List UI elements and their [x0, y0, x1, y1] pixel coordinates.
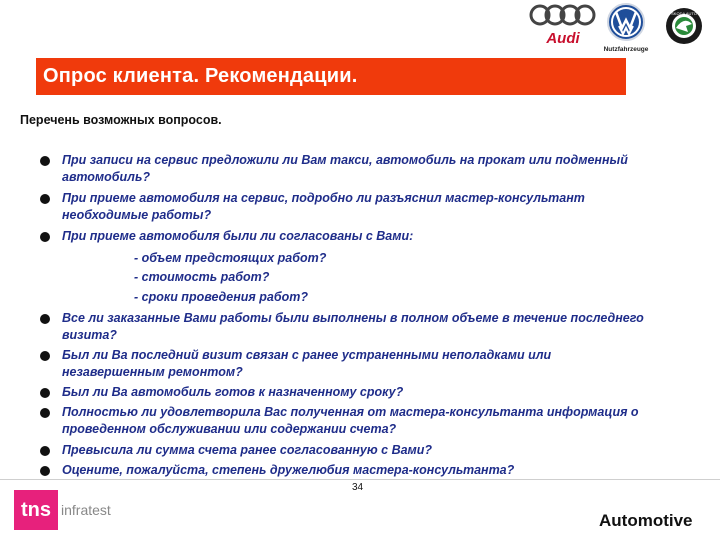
list-item: Все ли заказанные Вами работы были выполнены в полном объеме в течение последнего визита?: [62, 311, 644, 342]
tns-infratest-logo: [14, 490, 114, 530]
bullet-icon: [40, 194, 50, 204]
title-bar: [36, 58, 626, 95]
bullet-icon: [40, 351, 50, 361]
page-title: Опрос клиента. Рекомендации.: [43, 65, 358, 87]
list-item: При приеме автомобиля были ли согласованы с Вами:: [62, 229, 414, 243]
list-item: Полностью ли удовлетворила Вас полученная от мастера-консультанта информация о проведенном обслуживании или содержании счета?: [62, 405, 639, 436]
tns-subtitle: infratest: [61, 502, 111, 518]
skoda-caption: SKODA AUTO: [671, 11, 697, 16]
footer-brand: Automotive: [599, 511, 693, 530]
list-item: Был ли Ва автомобиль готов к назначенному сроку?: [62, 385, 404, 399]
audi-wordmark: Audi: [546, 30, 580, 46]
bullet-icon: [40, 466, 50, 476]
skoda-logo: [664, 6, 704, 46]
bullet-icon: [40, 388, 50, 398]
footer-divider: [0, 479, 720, 480]
bullet-icon: [40, 232, 50, 242]
page-number: 34: [352, 482, 364, 493]
bullet-icon: [40, 156, 50, 166]
list-item: При записи на сервис предложили ли Вам такси, автомобиль на прокат или подменный автомобиль?: [62, 153, 628, 184]
section-subtitle: Перечень возможных вопросов.: [20, 113, 222, 127]
list-subitem: - стоимость работ?: [134, 270, 270, 284]
list-subitem: - объем предстоящих работ?: [134, 251, 327, 265]
list-item: При приеме автомобиля на сервис, подробно ли разъяснил мастер-консультант необходимые работы?: [62, 191, 585, 222]
vw-logo: [598, 2, 654, 54]
vw-caption: Nutzfahrzeuge: [603, 46, 649, 53]
audi-logo: [528, 2, 598, 46]
tns-mark: tns: [14, 490, 58, 530]
bullet-icon: [40, 314, 50, 324]
bullet-icon: [40, 408, 50, 418]
list-subitem: - сроки проведения работ?: [134, 290, 308, 304]
bullet-icon: [40, 446, 50, 456]
list-item: Был ли Ва последний визит связан с ранее устраненными неполадками или незавершенным ремонтом?: [62, 348, 552, 379]
list-item: Оцените, пожалуйста, степень дружелюбия мастера-консультанта?: [62, 463, 515, 477]
list-item: Превысила ли сумма счета ранее согласованную с Вами?: [62, 443, 433, 457]
brand-logos: [528, 2, 718, 54]
